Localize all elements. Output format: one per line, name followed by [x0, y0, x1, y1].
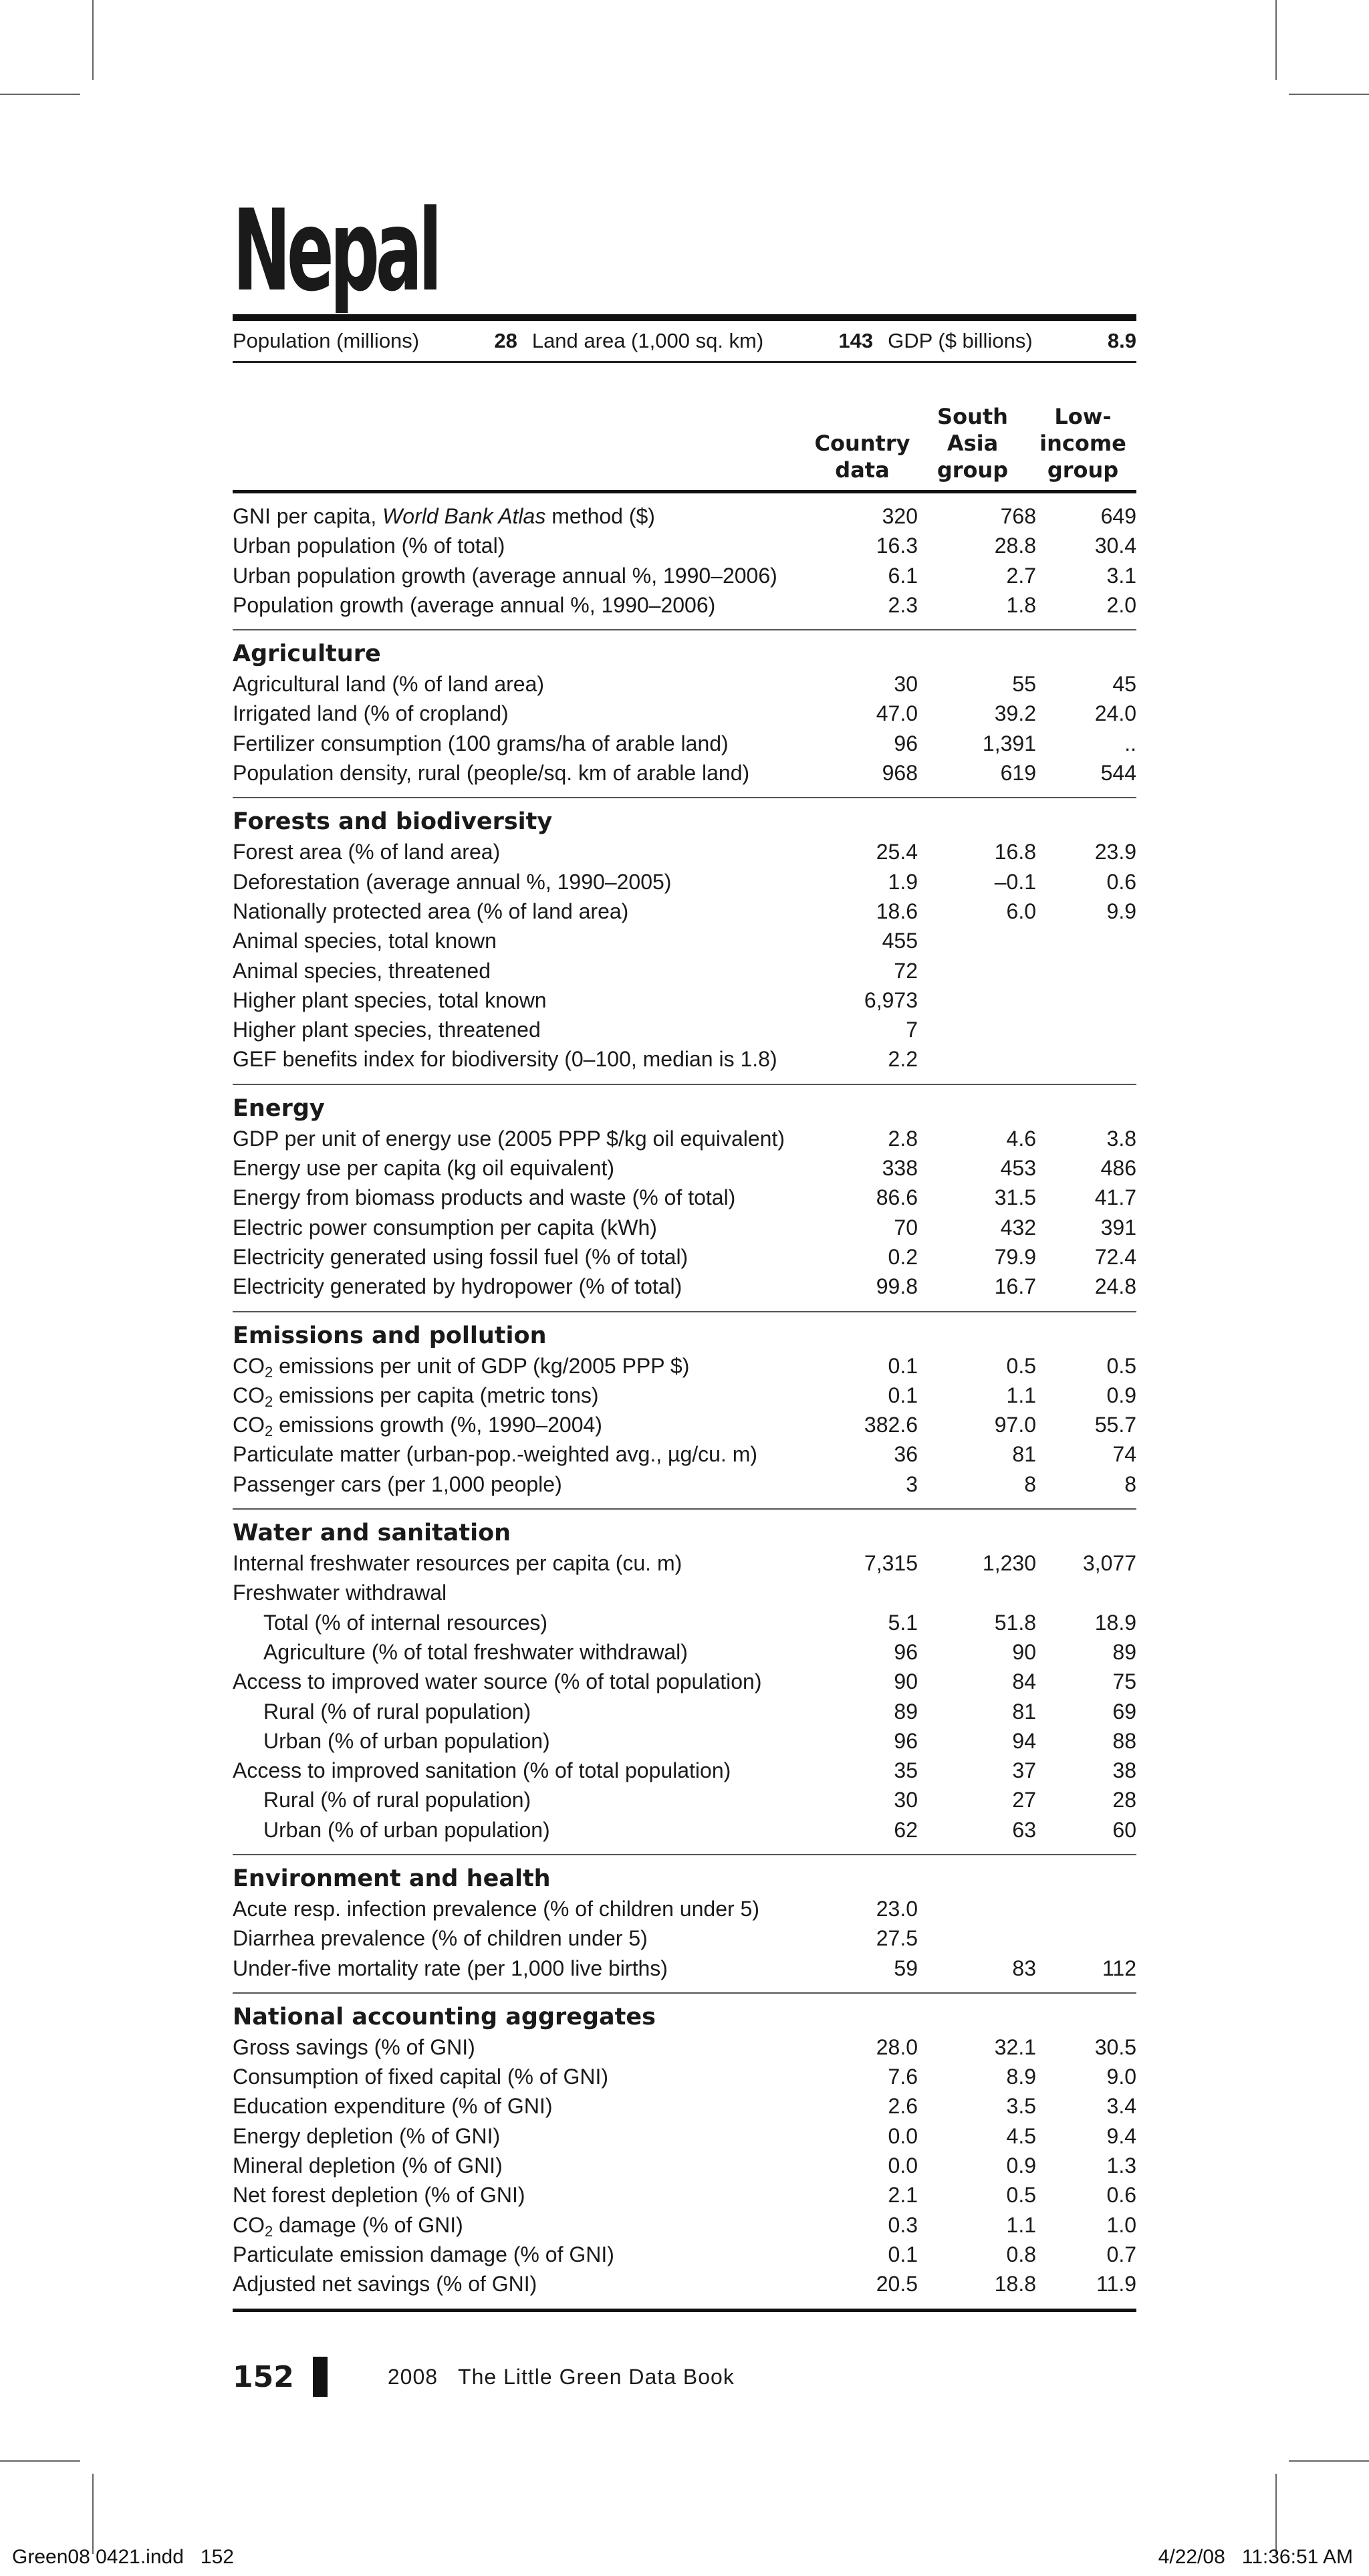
row-label: Consumption of fixed capital (% of GNI): [233, 2065, 609, 2089]
section-heading: Environment and health: [233, 1865, 551, 1892]
table-row: [233, 1153, 1136, 1183]
row-label: Animal species, threatened: [233, 958, 491, 983]
row-value: 55.7: [1094, 1413, 1136, 1437]
table-row: [233, 2210, 1136, 2240]
row-label: Gross savings (% of GNI): [233, 2034, 475, 2059]
row-label: Electricity generated using fossil fuel (% of total): [233, 1244, 689, 1269]
table-section: [233, 1312, 1136, 1510]
table-row: [233, 897, 1136, 926]
footer-book-title: The Little Green Data Book: [458, 2364, 735, 2389]
summary-bar: [233, 321, 1136, 361]
row-label: Urban population growth (average annual %, 1990–2006): [233, 563, 777, 588]
row-value: 2.0: [1106, 592, 1136, 617]
row-value: 39.2: [994, 701, 1036, 726]
row-value: 453: [1000, 1156, 1036, 1181]
row-value: 96: [894, 1728, 918, 1753]
row-value: 1,230: [982, 1551, 1036, 1576]
table-row: [233, 1015, 1136, 1044]
row-label: Agriculture (% of total freshwater withdrawal): [263, 1639, 688, 1664]
row-label: Nationally protected area (% of land area): [233, 899, 629, 923]
row-value: 0.2: [888, 1244, 918, 1269]
row-label: Under-five mortality rate (per 1,000 live births): [233, 1956, 668, 1980]
page-number: 152: [233, 2359, 294, 2394]
crop-mark: [1289, 2460, 1369, 2462]
table-row: [233, 1815, 1136, 1845]
row-value: 4.5: [1006, 2123, 1036, 2148]
row-value: 16.8: [994, 840, 1036, 864]
table-section: [233, 798, 1136, 1084]
row-value: 455: [882, 929, 918, 953]
row-value: 90: [894, 1669, 918, 1694]
table-row: [233, 1410, 1136, 1439]
row-value: 8: [1124, 1472, 1136, 1496]
row-value: 7.6: [888, 2065, 918, 2089]
row-value: 63: [1012, 1817, 1036, 1842]
row-value: 338: [882, 1156, 918, 1181]
row-value: [918, 956, 1036, 985]
row-value: 99.8: [876, 1274, 918, 1299]
row-label: Total (% of internal resources): [263, 1610, 548, 1635]
row-value: 768: [1000, 504, 1036, 528]
section-heading: Emissions and pollution: [233, 1322, 547, 1349]
row-value: 382.6: [864, 1413, 918, 1437]
table-row: [233, 699, 1136, 728]
row-value: [1036, 956, 1136, 985]
table-row: [233, 1785, 1136, 1814]
footer-text: [388, 2365, 755, 2389]
row-label: Education expenditure (% of GNI): [233, 2094, 553, 2119]
page-content: [233, 185, 1136, 2312]
row-label: Net forest depletion (% of GNI): [233, 2183, 525, 2208]
population-label: Population (millions): [233, 329, 420, 352]
row-value: 3.5: [1006, 2094, 1036, 2119]
table-row: [233, 1124, 1136, 1153]
row-label: Passenger cars (per 1,000 people): [233, 1472, 562, 1496]
row-value: 1,391: [982, 731, 1036, 755]
row-value: 1.8: [1006, 592, 1036, 617]
row-value: 32.1: [994, 2034, 1036, 2059]
row-value: 75: [1112, 1669, 1136, 1694]
row-value: 23.9: [1094, 840, 1136, 864]
row-value: 28.8: [994, 534, 1036, 558]
table-row: [233, 1470, 1136, 1499]
row-value: 88: [1112, 1728, 1136, 1753]
row-value: 81: [1012, 1699, 1036, 1724]
section-heading: Forests and biodiversity: [233, 808, 553, 836]
row-value: 8: [1024, 1472, 1036, 1496]
row-value: 72.4: [1094, 1244, 1136, 1269]
table-row: [233, 1351, 1136, 1381]
crop-mark: [92, 0, 94, 80]
row-value: 968: [882, 761, 918, 786]
table-row: [233, 531, 1136, 560]
row-value: 0.9: [1106, 1383, 1136, 1407]
table-section: [233, 1510, 1136, 1855]
row-value: 45: [1112, 672, 1136, 697]
row-value: 9.0: [1106, 2065, 1136, 2089]
table-row: [233, 2180, 1136, 2210]
row-value: 59: [894, 1956, 918, 1980]
row-value: 18.8: [994, 2272, 1036, 2297]
row-value: 1.3: [1106, 2153, 1136, 2178]
row-value: 6.1: [888, 563, 918, 588]
row-value: 3.8: [1106, 1126, 1136, 1151]
crop-mark: [0, 94, 80, 95]
row-label: $CO_2$ emissions per unit of GDP (kg/2005 PPP $): [233, 1353, 690, 1381]
row-label: Energy depletion (% of GNI): [233, 2123, 501, 2148]
row-value: 72: [894, 958, 918, 983]
row-value: 96: [894, 1639, 918, 1664]
row-value: 62: [894, 1817, 918, 1842]
row-value: 16.3: [876, 534, 918, 558]
row-label: $CO_2$ emissions growth (%, 1990–2004): [233, 1413, 602, 1440]
section-heading: National accounting aggregates: [233, 2003, 656, 2030]
row-value: 18.9: [1094, 1610, 1136, 1635]
footer-year: 2008: [387, 2364, 439, 2389]
table-row: [233, 2151, 1136, 2180]
row-value: 41.7: [1094, 1185, 1136, 1210]
slug-file: Green08 0421.indd 152: [12, 2546, 234, 2568]
crop-mark: [1275, 0, 1277, 80]
table-row: [233, 867, 1136, 897]
table-row: [233, 1756, 1136, 1785]
table-row: [233, 1608, 1136, 1637]
row-label: Rural (% of rural population): [263, 1699, 531, 1724]
row-label: Mineral depletion (% of GNI): [233, 2153, 503, 2178]
row-value: [918, 1894, 1036, 1923]
table-row: [233, 2032, 1136, 2062]
table-row: [233, 758, 1136, 788]
row-label: Deforestation (average annual %, 1990–2005): [233, 869, 672, 894]
row-value: –0.1: [994, 869, 1036, 894]
table-row: [233, 837, 1136, 866]
row-value: [918, 1578, 1036, 1607]
row-label: Higher plant species, total known: [233, 987, 547, 1012]
row-value: [1036, 1923, 1136, 1953]
row-value: 3: [906, 1472, 918, 1496]
slug-timestamp: 4/22/08 11:36:51 AM: [1158, 2546, 1353, 2568]
row-value: 28.0: [876, 2034, 918, 2059]
table-row: [233, 2240, 1136, 2269]
column-header-country: Country data: [814, 431, 910, 483]
row-value: [1036, 1894, 1136, 1923]
row-value: 1.0: [1106, 2212, 1136, 2237]
row-value: 486: [1100, 1156, 1136, 1181]
row-value: 112: [1102, 1956, 1136, 1980]
table-row: [233, 1578, 1136, 1607]
table-section: [233, 493, 1136, 630]
row-value: 0.0: [888, 2123, 918, 2148]
row-value: 0.3: [888, 2212, 918, 2237]
page-footer: [233, 2357, 755, 2397]
row-value: 84: [1012, 1669, 1036, 1694]
row-value: 2.7: [1006, 563, 1036, 588]
table-section: [233, 1085, 1136, 1312]
row-value: 36: [894, 1442, 918, 1467]
row-value: 47.0: [876, 701, 918, 726]
section-heading: Water and sanitation: [233, 1520, 511, 1547]
row-value: 1.1: [1006, 1383, 1036, 1407]
row-value: 20.5: [876, 2272, 918, 2297]
row-label: Higher plant species, threatened: [233, 1018, 541, 1042]
row-value: 2.8: [888, 1126, 918, 1151]
row-value: 0.8: [1006, 2242, 1036, 2266]
data-table: [233, 493, 1136, 2312]
row-label: Irrigated land (% of cropland): [233, 701, 509, 726]
table-row: [233, 1697, 1136, 1726]
row-value: 2.6: [888, 2094, 918, 2119]
row-value: 11.9: [1096, 2272, 1136, 2297]
table-row: [233, 1439, 1136, 1469]
row-value: 37: [1012, 1758, 1036, 1783]
row-value: 8.9: [1006, 2065, 1036, 2089]
row-value: [1036, 1015, 1136, 1044]
table-row: [233, 1548, 1136, 1578]
row-value: 7,315: [864, 1551, 918, 1576]
row-label: Adjusted net savings (% of GNI): [233, 2272, 537, 2297]
row-value: 27: [1012, 1788, 1036, 1812]
table-row: [233, 561, 1136, 590]
table-row: [233, 1726, 1136, 1756]
row-value: 28: [1112, 1788, 1136, 1812]
land-area-value: 143: [838, 329, 874, 352]
row-value: 25.4: [876, 840, 918, 864]
row-value: 70: [894, 1215, 918, 1240]
column-header-south-asia: South Asia group: [937, 404, 1009, 483]
row-value: 90: [1012, 1639, 1036, 1664]
row-value: 7: [906, 1018, 918, 1042]
row-value: 0.1: [888, 2242, 918, 2266]
row-label: Acute resp. infection prevalence (% of children under 5): [233, 1896, 759, 1921]
row-value: 74: [1112, 1442, 1136, 1467]
row-label: $CO_2$ damage (% of GNI): [233, 2212, 463, 2240]
table-row: [233, 729, 1136, 758]
crop-mark: [92, 2474, 94, 2554]
row-value: 0.5: [1006, 1353, 1036, 1378]
row-value: 30: [894, 672, 918, 697]
row-value: 2.2: [888, 1047, 918, 1072]
row-value: 60: [1112, 1817, 1136, 1842]
row-value: 4.6: [1006, 1126, 1036, 1151]
row-value: 94: [1012, 1728, 1036, 1753]
page-title: Nepal: [233, 185, 439, 316]
row-label: Agricultural land (% of land area): [233, 672, 545, 697]
row-value: 79.9: [994, 1244, 1036, 1269]
row-label: Energy from biomass products and waste (% of total): [233, 1185, 736, 1210]
table-row: [233, 1213, 1136, 1242]
row-value: 9.4: [1106, 2123, 1136, 2148]
row-value: 3.1: [1106, 563, 1136, 588]
table-row: [233, 590, 1136, 620]
row-value: 23.0: [876, 1896, 918, 1921]
row-label: Particulate matter (urban-pop.-weighted avg., µg/cu. m): [233, 1442, 758, 1467]
gdp-label: GDP ($ billions): [888, 329, 1033, 352]
table-row: [233, 669, 1136, 699]
row-value: 24.0: [1094, 701, 1136, 726]
page-marker-bar: [313, 2357, 328, 2397]
row-label: Population density, rural (people/sq. km of arable land): [233, 761, 750, 786]
row-value: 391: [1100, 1215, 1136, 1240]
row-value: 2.1: [888, 2183, 918, 2208]
section-heading: Energy: [233, 1094, 325, 1122]
table-row: [233, 2269, 1136, 2299]
row-value: 1.9: [888, 869, 918, 894]
row-value: 0.6: [1106, 2183, 1136, 2208]
row-value: [1036, 985, 1136, 1015]
row-value: 30.5: [1094, 2034, 1136, 2059]
row-value: 9.9: [1106, 899, 1136, 923]
row-label: Population growth (average annual %, 1990–2006): [233, 592, 716, 617]
row-value: [918, 1015, 1036, 1044]
row-value: 320: [882, 504, 918, 528]
row-label: Electricity generated by hydropower (% of total): [233, 1274, 682, 1299]
row-value: 55: [1012, 672, 1036, 697]
row-label: GDP per unit of energy use (2005 PPP $/kg oil equivalent): [233, 1126, 785, 1151]
row-value: 1.1: [1006, 2212, 1036, 2237]
row-value: 97.0: [994, 1413, 1036, 1437]
row-value: 3.4: [1106, 2094, 1136, 2119]
row-label: $CO_2$ emissions per capita (metric tons): [233, 1383, 599, 1410]
row-value: 16.7: [994, 1274, 1036, 1299]
row-value: 83: [1012, 1956, 1036, 1980]
row-label: Urban (% of urban population): [263, 1728, 550, 1753]
row-value: [918, 1044, 1036, 1074]
crop-mark: [1289, 94, 1369, 95]
land-area-label: Land area (1,000 sq. km): [531, 329, 764, 352]
row-value: [1036, 1044, 1136, 1074]
row-value: 81: [1012, 1442, 1036, 1467]
row-value: 96: [894, 731, 918, 755]
table-row: [233, 1894, 1136, 1923]
row-value: [918, 926, 1036, 955]
table-row: [233, 1667, 1136, 1696]
row-label: Rural (% of rural population): [263, 1788, 531, 1812]
row-value: 0.6: [1106, 869, 1136, 894]
table-section: [233, 1855, 1136, 1994]
row-value: 0.9: [1006, 2153, 1036, 2178]
row-label: Electric power consumption per capita (kWh): [233, 1215, 657, 1240]
table-row: [233, 1242, 1136, 1272]
table-row: [233, 501, 1136, 531]
row-value: 27.5: [876, 1926, 918, 1951]
population-value: 28: [494, 329, 517, 352]
table-row: [233, 2062, 1136, 2091]
table-row: [233, 2121, 1136, 2151]
row-label: Animal species, total known: [233, 929, 497, 953]
crop-mark: [1275, 2474, 1277, 2554]
row-value: 51.8: [994, 1610, 1036, 1635]
row-value: 0.1: [888, 1353, 918, 1378]
row-label: Urban population (% of total): [233, 534, 505, 558]
column-header-low-income: Low- income group: [1039, 404, 1126, 483]
row-value: 6.0: [1006, 899, 1036, 923]
column-headers: [233, 363, 1136, 490]
row-label: Fertilizer consumption (100 grams/ha of arable land): [233, 731, 729, 755]
row-label: GEF benefits index for biodiversity (0–100, median is 1.8): [233, 1047, 777, 1072]
row-value: 89: [1112, 1639, 1136, 1664]
row-value: 38: [1112, 1758, 1136, 1783]
section-heading: Agriculture: [233, 640, 381, 668]
row-label: Forest area (% of land area): [233, 840, 501, 864]
row-value: 5.1: [888, 1610, 918, 1635]
row-value: 619: [1000, 761, 1036, 786]
table-row: [233, 2091, 1136, 2121]
row-value: 86.6: [876, 1185, 918, 1210]
table-row: [233, 1272, 1136, 1301]
row-value: 24.8: [1094, 1274, 1136, 1299]
row-value: 649: [1100, 504, 1136, 528]
table-row: [233, 1183, 1136, 1212]
row-value: 89: [894, 1699, 918, 1724]
table-row: [233, 985, 1136, 1015]
row-value: [838, 1578, 918, 1607]
row-value: 0.7: [1106, 2242, 1136, 2266]
row-label: GNI per capita, World Bank Atlas method ($): [233, 504, 655, 528]
table-section: [233, 630, 1136, 798]
row-value: 30.4: [1094, 534, 1136, 558]
row-value: 18.6: [876, 899, 918, 923]
row-label: Particulate emission damage (% of GNI): [233, 2242, 614, 2266]
row-value: 6,973: [864, 987, 918, 1012]
row-value: 0.0: [888, 2153, 918, 2178]
row-value: [918, 985, 1036, 1015]
row-value: 30: [894, 1788, 918, 1812]
row-value: 3,077: [1082, 1551, 1136, 1576]
row-label: Diarrhea prevalence (% of children under 5): [233, 1926, 648, 1951]
row-label: Energy use per capita (kg oil equivalent): [233, 1156, 614, 1181]
row-label: Internal freshwater resources per capita (cu. m): [233, 1551, 682, 1576]
row-value: [1036, 1578, 1136, 1607]
table-row: [233, 956, 1136, 985]
row-value: 544: [1100, 761, 1136, 786]
table-row: [233, 1637, 1136, 1667]
row-value: 31.5: [994, 1185, 1036, 1210]
crop-mark: [0, 2460, 80, 2462]
table-row: [233, 1954, 1136, 1983]
table-section: [233, 1994, 1136, 2312]
table-row: [233, 1923, 1136, 1953]
row-value: 432: [1000, 1215, 1036, 1240]
table-row: [233, 1381, 1136, 1410]
row-value: 0.5: [1106, 1353, 1136, 1378]
row-value: ..: [1124, 731, 1136, 755]
row-value: 2.3: [888, 592, 918, 617]
row-value: 69: [1112, 1699, 1136, 1724]
row-value: [918, 1923, 1036, 1953]
row-value: [1036, 926, 1136, 955]
row-label: Freshwater withdrawal: [233, 1580, 447, 1605]
table-row: [233, 926, 1136, 955]
row-label: Access to improved sanitation (% of total population): [233, 1758, 731, 1783]
gdp-value: 8.9: [1107, 329, 1136, 352]
row-label: Urban (% of urban population): [263, 1817, 550, 1842]
row-label: Access to improved water source (% of total population): [233, 1669, 762, 1694]
row-value: 35: [894, 1758, 918, 1783]
table-row: [233, 1044, 1136, 1074]
row-value: 0.1: [888, 1383, 918, 1407]
row-value: 0.5: [1006, 2183, 1036, 2208]
